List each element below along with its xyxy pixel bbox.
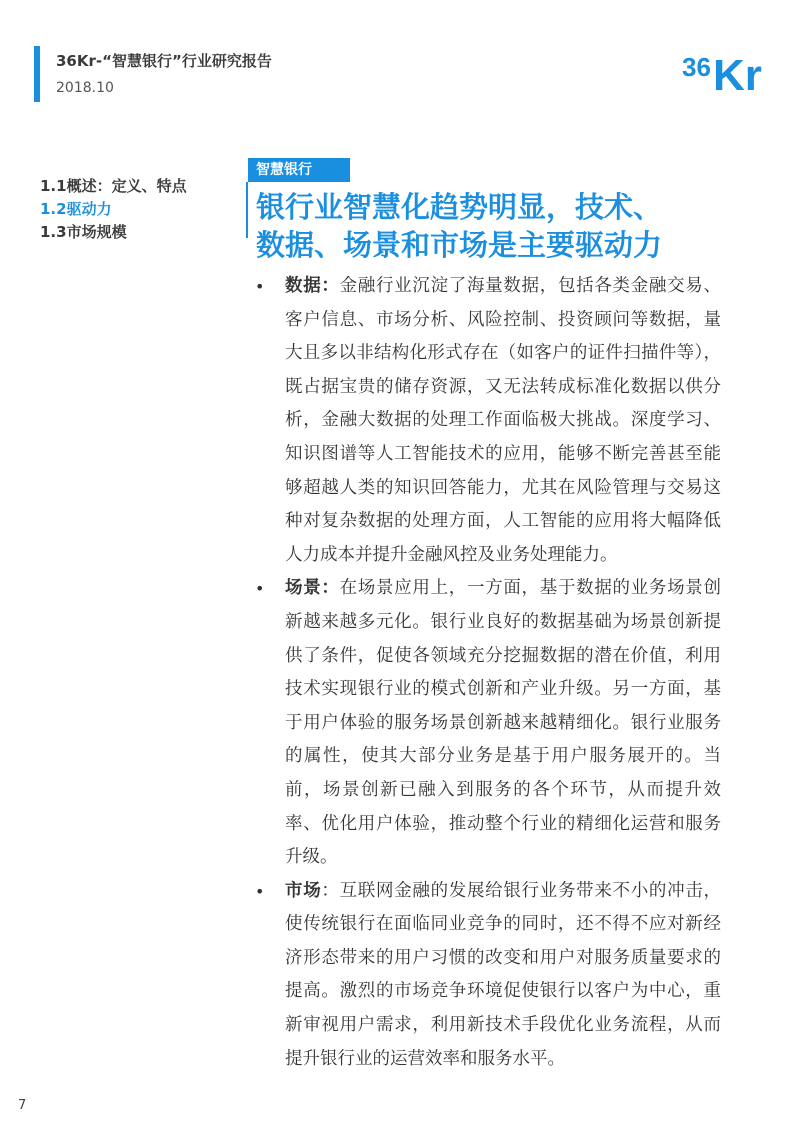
item-text: 在场景应用上，一方面，基于数据的业务场景创新越来越多元化。银行业良好的数据基础为场景创新提供了条件，促使各领域充分挖掘数据的潜在价值，利用技术实现银行业的模式创新和产业升级。另一方面，基于用户体验的服务场景创新越来越精细化。银行业服务的属性，使其大部分业务是基于用户服务展开的。当前，场景创新已融入到服务的各个环节，从而提升效率、优化用户体验，推动整个行业的精细化运营和服务升级。: [285, 578, 722, 868]
headline-line-1: 银行业智慧化趋势明显，技术、: [256, 190, 663, 224]
headline-line-2: 数据、场景和市场是主要驱动力: [256, 228, 663, 262]
item-text: ：互联网金融的发展给银行业务带来不小的冲击，使传统银行在面临同业竞争的同时，还不得不应对新经济形态带来的用户习惯的改变和用户对服务质量要求的提高。激烈的市场竞争环境促使银行以客户为中心，重新审视用户需求，利用新技术手段优化业务流程，从而提升银行业的运营效率和服务水平。: [285, 880, 722, 1069]
page-number: 7: [18, 1098, 27, 1113]
list-item-scenario: [255, 572, 721, 874]
toc-item-drivers[interactable]: 1.2驱动力: [40, 200, 112, 218]
list-item-market: [255, 875, 721, 1077]
report-title: 36Kr-“智慧银行”行业研究报告: [56, 52, 272, 70]
section-tag: 智慧银行: [248, 158, 350, 182]
brand-logo-digits: 36: [682, 52, 711, 82]
report-date: 2018.10: [56, 80, 114, 96]
toc-item-market-size[interactable]: 1.3市场规模: [40, 223, 127, 241]
item-term: 数据：: [285, 276, 340, 296]
item-text: 金融行业沉淀了海量数据，包括各类金融交易、客户信息、市场分析、风险控制、投资顾问等数据，量大且多以非结构化形式存在（如客户的证件扫描件等），既占据宝贵的储存资源，又无法转成标准化数据以供分析，金融大数据的处理工作面临极大挑战。深度学习、知识图谱等人工智能技术的应用，能够不断完善甚至能够超越人类的知识回答能力，尤其在风险管理与交易这种对复杂数据的处理方面，人工智能的应用将大幅降低人力成本并提升金融风控及业务处理能力。: [285, 276, 722, 565]
item-term: 市场: [285, 880, 322, 901]
brand-logo-letters: Kr: [713, 51, 762, 94]
table-of-contents: [40, 175, 187, 244]
list-item-data: [255, 270, 721, 572]
bullet-icon: •: [255, 277, 265, 296]
toc-item-overview[interactable]: 1.1概述：定义、特点: [40, 177, 187, 195]
header-accent-bar: [34, 46, 40, 102]
body-content: [255, 270, 721, 1076]
item-term: 场景：: [285, 578, 340, 599]
page-headline: [256, 188, 736, 264]
brand-logo: [680, 38, 770, 94]
bullet-icon: •: [255, 881, 265, 901]
headline-accent-line: [246, 182, 248, 238]
bullet-icon: •: [255, 579, 265, 599]
